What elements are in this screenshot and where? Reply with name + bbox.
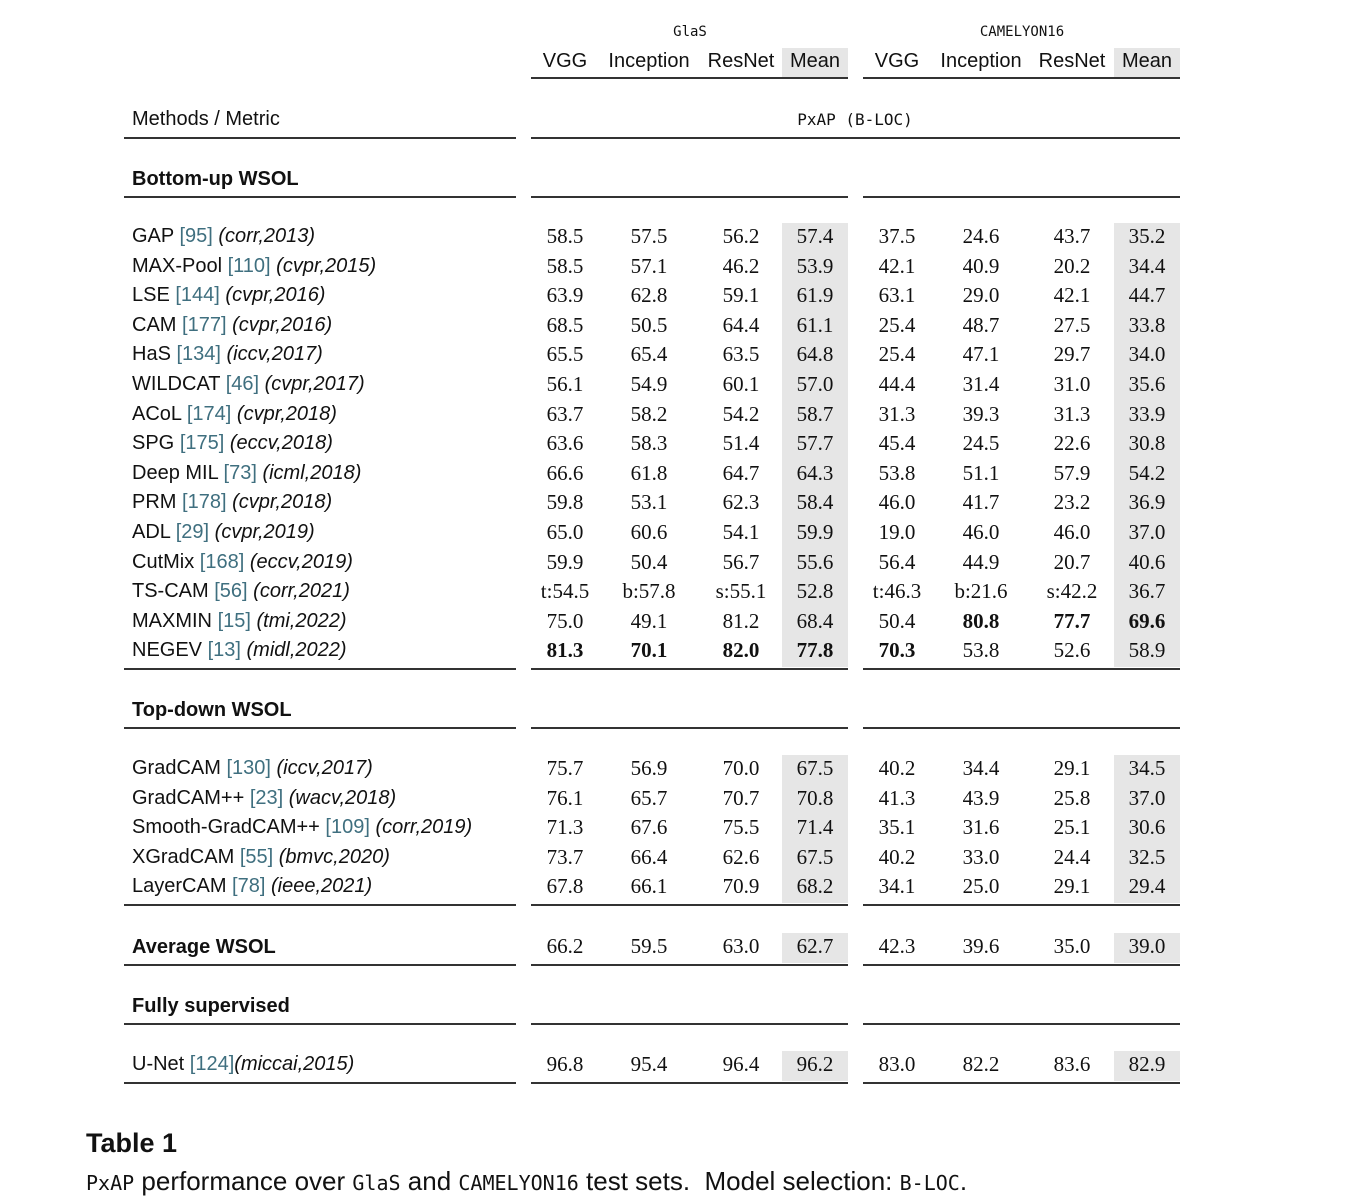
method-label [132, 462, 361, 485]
value-cell: 42.1 [1053, 283, 1091, 308]
value-cell: 32.5 [1128, 844, 1166, 869]
rule [531, 1082, 848, 1084]
venue: (cvpr,2016) [232, 313, 333, 336]
venue: (midl,2022) [246, 639, 347, 662]
value-cell: 63.1 [878, 283, 916, 308]
venue: (corr,2019) [375, 816, 473, 839]
methods-metric-label: Methods / Metric [132, 108, 280, 130]
citation[interactable]: [178] [182, 491, 227, 514]
value-cell: 70.3 [878, 638, 916, 663]
col-resnet: ResNet [707, 50, 775, 72]
method-name: ACoL [132, 402, 182, 425]
method-label [132, 787, 396, 810]
value-cell: 46.2 [722, 253, 760, 278]
citation[interactable]: [144] [175, 284, 220, 307]
value-cell: 51.4 [722, 431, 760, 456]
rule [124, 964, 516, 966]
method-name: MAXMIN [132, 609, 212, 632]
value-cell: 66.1 [630, 874, 668, 899]
value-cell: 45.4 [878, 431, 916, 456]
venue: (icml,2018) [262, 461, 362, 484]
value-cell: 34.0 [1128, 342, 1166, 367]
value-cell: 65.4 [630, 342, 668, 367]
value-cell: 25.4 [878, 342, 916, 367]
value-cell: 58.9 [1128, 638, 1166, 663]
citation[interactable]: [55] [239, 845, 274, 868]
citation[interactable]: [78] [232, 875, 266, 898]
col-resnet: ResNet [1038, 50, 1106, 72]
value-cell: 57.5 [630, 224, 668, 248]
venue: (cvpr,2017) [264, 373, 365, 395]
value-cell: 71.3 [546, 815, 584, 840]
citation[interactable]: [109] [325, 816, 370, 839]
venue: (eccv,2019) [249, 550, 353, 573]
value-cell: s:42.2 [1046, 579, 1098, 604]
value-cell: 76.1 [546, 785, 584, 810]
value-cell: 52.8 [796, 579, 834, 604]
venue: (cvpr,2018) [232, 491, 333, 514]
method-name: MAX-Pool [132, 254, 223, 277]
average-cell: 35.0 [1053, 934, 1091, 958]
value-cell: 41.7 [962, 490, 1000, 515]
value-cell: 55.6 [796, 549, 834, 574]
method-name: Deep MIL [132, 461, 218, 484]
average-cell: 66.2 [546, 934, 584, 958]
rule [531, 727, 848, 729]
rule [531, 904, 848, 906]
method-name: CAM [132, 313, 177, 336]
col-mean: Mean [789, 50, 841, 72]
value-cell: 83.0 [878, 1052, 916, 1076]
value-cell: 57.1 [630, 253, 668, 278]
value-cell: 46.0 [1053, 520, 1091, 544]
rule [863, 196, 1180, 198]
value-cell: 67.5 [796, 756, 834, 780]
value-cell: 33.9 [1128, 401, 1166, 426]
value-cell: t:54.5 [540, 579, 590, 604]
method-name: GradCAM [132, 757, 221, 779]
value-cell: 34.4 [1128, 253, 1166, 278]
rule [124, 904, 516, 906]
value-cell: 29.1 [1053, 874, 1091, 899]
value-cell: 66.4 [630, 844, 668, 869]
method-label [132, 846, 390, 869]
method-label [132, 1053, 354, 1076]
value-cell: 23.2 [1053, 490, 1091, 515]
method-label [132, 432, 333, 455]
value-cell: 48.7 [962, 312, 1000, 337]
value-cell: 63.5 [722, 342, 760, 367]
method-label [132, 875, 372, 898]
rule [124, 727, 516, 729]
value-cell: 69.6 [1128, 608, 1166, 633]
method-label [132, 225, 315, 248]
venue: (corr,2013) [218, 225, 316, 247]
value-cell: 63.6 [546, 431, 584, 456]
value-cell: 40.2 [878, 844, 916, 869]
value-cell: 43.9 [962, 785, 1000, 810]
value-cell: 60.6 [630, 520, 668, 544]
rule [863, 1082, 1180, 1084]
value-cell: 31.0 [1053, 372, 1091, 396]
value-cell: b:57.8 [622, 579, 676, 604]
value-cell: 36.7 [1128, 579, 1166, 604]
col-inception: Inception [608, 50, 690, 72]
value-cell: 29.1 [1053, 756, 1091, 780]
method-name: SPG [132, 432, 175, 455]
value-cell: 24.6 [962, 224, 1000, 248]
citation[interactable]: [13] [207, 639, 241, 662]
venue: (cvpr,2016) [225, 284, 326, 307]
citation[interactable]: [175] [179, 432, 225, 455]
value-cell: 59.8 [546, 490, 584, 515]
value-cell: 77.8 [796, 638, 834, 663]
citation[interactable]: [46] [225, 373, 260, 395]
value-cell: 25.0 [962, 874, 1000, 899]
citation[interactable]: [174] [186, 402, 232, 425]
value-cell: 64.7 [722, 460, 760, 485]
venue: (wacv,2018) [288, 786, 397, 809]
value-cell: 25.4 [878, 312, 916, 337]
method-label [132, 521, 315, 544]
value-cell: 64.3 [796, 460, 834, 485]
value-cell: 77.7 [1053, 608, 1091, 633]
value-cell: 31.4 [962, 372, 1000, 396]
value-cell: 58.5 [546, 224, 584, 248]
value-cell: 60.1 [722, 372, 760, 396]
venue: (bmvc,2020) [278, 845, 390, 868]
value-cell: 43.7 [1053, 224, 1091, 248]
value-cell: 51.1 [962, 460, 1000, 485]
value-cell: 49.1 [630, 608, 668, 633]
method-label [132, 580, 350, 603]
value-cell: 61.9 [796, 283, 834, 308]
value-cell: 37.0 [1128, 520, 1166, 544]
value-cell: 59.9 [546, 549, 584, 574]
value-cell: 35.6 [1128, 372, 1166, 396]
value-cell: 36.9 [1128, 490, 1166, 515]
value-cell: 58.2 [630, 401, 668, 426]
rule [531, 668, 848, 670]
method-name: CutMix [132, 550, 195, 573]
method-label [132, 343, 323, 366]
value-cell: 53.8 [878, 460, 916, 485]
value-cell: 63.9 [546, 283, 584, 308]
rule [531, 1023, 848, 1025]
value-cell: 56.1 [546, 372, 584, 396]
value-cell: 24.4 [1053, 844, 1091, 869]
venue: (ieee,2021) [270, 875, 373, 898]
value-cell: 52.6 [1053, 638, 1091, 663]
rule [124, 1023, 516, 1025]
value-cell: 68.2 [796, 874, 834, 899]
value-cell: 95.4 [630, 1052, 668, 1076]
dataset-header-glas: GlaS [673, 24, 707, 40]
value-cell: 64.4 [722, 312, 760, 337]
venue: (eccv,2018) [229, 432, 333, 455]
method-name: Smooth-GradCAM++ [132, 816, 320, 839]
value-cell: 54.1 [722, 520, 760, 544]
value-cell: 57.9 [1053, 460, 1091, 485]
citation[interactable]: [134] [176, 343, 221, 366]
rule [531, 196, 848, 198]
method-name: LSE [132, 284, 170, 307]
citation[interactable]: [56] [214, 580, 248, 603]
value-cell: 96.2 [796, 1052, 834, 1076]
average-cell: 39.6 [962, 934, 1000, 958]
value-cell: 65.0 [546, 520, 584, 544]
method-name: NEGEV [132, 639, 203, 662]
value-cell: 62.6 [722, 844, 760, 869]
value-cell: b:21.6 [954, 579, 1008, 604]
value-cell: 19.0 [878, 520, 916, 544]
average-cell: 62.7 [796, 934, 834, 958]
value-cell: 50.4 [878, 608, 916, 633]
value-cell: 57.7 [796, 431, 834, 456]
citation[interactable]: [95] [179, 225, 213, 247]
value-cell: 33.0 [962, 844, 1000, 869]
value-cell: 44.9 [962, 549, 1000, 574]
metric-label: PxAP (B-LOC) [797, 110, 913, 129]
value-cell: 82.2 [962, 1052, 1000, 1076]
rule [531, 964, 848, 966]
value-cell: 34.4 [962, 756, 1000, 780]
venue: (corr,2021) [253, 580, 350, 603]
method-name: ADL [132, 521, 171, 543]
col-mean: Mean [1121, 50, 1173, 72]
value-cell: 57.0 [796, 372, 834, 396]
venue: (tmi,2022) [256, 609, 347, 632]
value-cell: 31.6 [962, 815, 1000, 840]
value-cell: 81.2 [722, 608, 760, 633]
value-cell: 25.8 [1053, 785, 1091, 810]
value-cell: 20.2 [1053, 253, 1091, 278]
rule [863, 727, 1180, 729]
method-name: GradCAM++ [132, 786, 245, 809]
value-cell: 83.6 [1053, 1052, 1091, 1076]
value-cell: 63.7 [546, 401, 584, 426]
value-cell: 24.5 [962, 431, 1000, 456]
method-name: U-Net [132, 1053, 185, 1075]
value-cell: 58.4 [796, 490, 834, 515]
value-cell: 25.1 [1053, 815, 1091, 840]
value-cell: 37.5 [878, 224, 916, 248]
value-cell: 47.1 [962, 342, 1000, 367]
rule [124, 1082, 516, 1084]
value-cell: 40.6 [1128, 549, 1166, 574]
value-cell: 22.6 [1053, 431, 1091, 456]
method-label [132, 314, 332, 337]
value-cell: 82.9 [1128, 1052, 1166, 1076]
method-label [132, 610, 347, 633]
value-cell: 54.2 [722, 401, 760, 426]
citation[interactable]: [168] [199, 550, 245, 573]
value-cell: 81.3 [546, 638, 584, 663]
value-cell: 75.0 [546, 608, 584, 633]
value-cell: 70.1 [630, 638, 668, 663]
value-cell: 29.7 [1053, 342, 1091, 367]
citation[interactable]: [124] [189, 1053, 235, 1075]
section-title: Bottom-up WSOL [132, 168, 299, 190]
rule [124, 196, 516, 198]
method-name: PRM [132, 491, 177, 514]
value-cell: 64.8 [796, 342, 834, 367]
col-inception: Inception [940, 50, 1022, 72]
value-cell: 35.1 [878, 815, 916, 840]
average-cell: 42.3 [878, 934, 916, 958]
value-cell: 75.7 [546, 756, 584, 780]
value-cell: 56.9 [630, 756, 668, 780]
average-cell: 39.0 [1128, 934, 1166, 958]
value-cell: 33.8 [1128, 312, 1166, 337]
value-cell: 34.5 [1128, 756, 1166, 780]
value-cell: 70.7 [722, 785, 760, 810]
value-cell: 66.6 [546, 460, 584, 485]
rule [863, 964, 1180, 966]
method-label [132, 403, 337, 426]
rule [863, 904, 1180, 906]
col-vgg: VGG [874, 50, 920, 72]
value-cell: 75.5 [722, 815, 760, 840]
value-cell: 56.2 [722, 224, 760, 248]
citation[interactable]: [29] [175, 521, 210, 543]
venue: (cvpr,2015) [276, 254, 377, 277]
value-cell: 68.5 [546, 312, 584, 337]
value-cell: 56.4 [878, 549, 916, 574]
method-name: HaS [132, 343, 171, 366]
value-cell: 61.1 [796, 312, 834, 337]
venue: (iccv,2017) [276, 757, 373, 779]
value-cell: 70.8 [796, 785, 834, 810]
section-title: Average WSOL [132, 936, 276, 958]
value-cell: 34.1 [878, 874, 916, 899]
value-cell: 56.7 [722, 549, 760, 574]
value-cell: 50.5 [630, 312, 668, 337]
value-cell: 57.4 [796, 224, 834, 248]
value-cell: 59.9 [796, 520, 834, 544]
value-cell: 53.9 [796, 253, 834, 278]
method-label [132, 255, 376, 278]
value-cell: 67.6 [630, 815, 668, 840]
method-name: LayerCAM [132, 875, 227, 898]
value-cell: 46.0 [962, 520, 1000, 544]
value-cell: 61.8 [630, 460, 668, 485]
value-cell: 80.8 [962, 608, 1000, 633]
value-cell: 42.1 [878, 253, 916, 278]
value-cell: 82.0 [722, 638, 760, 663]
section-title: Fully supervised [132, 995, 290, 1017]
average-cell: 59.5 [630, 934, 668, 958]
value-cell: 68.4 [796, 608, 834, 633]
value-cell: 29.4 [1128, 874, 1166, 899]
citation[interactable]: [73] [223, 461, 257, 484]
value-cell: s:55.1 [715, 579, 767, 604]
method-name: XGradCAM [132, 845, 235, 868]
value-cell: 96.8 [546, 1052, 584, 1076]
col-vgg: VGG [542, 50, 588, 72]
method-label [132, 491, 332, 514]
rule [124, 668, 516, 670]
rule [863, 1023, 1180, 1025]
venue: (iccv,2017) [226, 343, 323, 366]
venue: (cvpr,2018) [236, 402, 337, 425]
citation[interactable]: [130] [226, 757, 271, 779]
value-cell: 53.8 [962, 638, 1000, 663]
value-cell: 30.8 [1128, 431, 1166, 456]
value-cell: 31.3 [878, 401, 916, 426]
value-cell: 50.4 [630, 549, 668, 574]
value-cell: 58.3 [630, 431, 668, 456]
value-cell: 40.2 [878, 756, 916, 780]
value-cell: 58.5 [546, 253, 584, 278]
value-cell: 41.3 [878, 785, 916, 810]
average-cell: 63.0 [722, 934, 760, 958]
value-cell: 70.9 [722, 874, 760, 899]
value-cell: 62.3 [722, 490, 760, 515]
method-label [132, 757, 373, 780]
method-label [132, 551, 353, 574]
value-cell: 71.4 [796, 815, 834, 840]
method-label [132, 816, 472, 839]
method-name: GAP [132, 225, 174, 247]
value-cell: 30.6 [1128, 815, 1166, 840]
value-cell: 62.8 [630, 283, 668, 308]
value-cell: 58.7 [796, 401, 834, 426]
value-cell: 37.0 [1128, 785, 1166, 810]
table-caption: PxAP performance over GlaS and CAMELYON16 test sets. Model selection: B-LOC. [86, 1166, 968, 1196]
value-cell: 67.8 [546, 874, 584, 899]
value-cell: 20.7 [1053, 549, 1091, 574]
value-cell: 59.1 [722, 283, 760, 308]
value-cell: 65.7 [630, 785, 668, 810]
method-name: TS-CAM [132, 580, 209, 603]
value-cell: 44.4 [878, 372, 916, 396]
value-cell: 29.0 [962, 283, 1000, 308]
value-cell: 53.1 [630, 490, 668, 515]
section-title: Top-down WSOL [132, 699, 292, 721]
value-cell: 73.7 [546, 844, 584, 869]
value-cell: 27.5 [1053, 312, 1091, 337]
value-cell: 65.5 [546, 342, 584, 367]
value-cell: 31.3 [1053, 401, 1091, 426]
citation[interactable]: [23] [249, 786, 284, 809]
rule [863, 668, 1180, 670]
citation[interactable]: [15] [217, 609, 251, 632]
value-cell: 40.9 [962, 253, 1000, 278]
value-cell: 70.0 [722, 756, 760, 780]
dataset-header-camelyon: CAMELYON16 [979, 24, 1065, 40]
method-name: WILDCAT [132, 373, 221, 395]
method-label [132, 284, 325, 307]
citation[interactable]: [177] [182, 313, 227, 336]
method-label [132, 373, 365, 396]
value-cell: 67.5 [796, 844, 834, 869]
venue: (cvpr,2019) [214, 521, 315, 543]
value-cell: 96.4 [722, 1052, 760, 1076]
value-cell: 54.9 [630, 372, 668, 396]
value-cell: 46.0 [878, 490, 916, 515]
table-label: Table 1 [86, 1128, 178, 1158]
venue: (miccai,2015) [234, 1053, 355, 1075]
citation[interactable]: [110] [227, 254, 271, 277]
value-cell: 44.7 [1128, 283, 1166, 308]
value-cell: t:46.3 [872, 579, 922, 604]
value-cell: 39.3 [962, 401, 1000, 426]
value-cell: 54.2 [1128, 460, 1166, 485]
value-cell: 35.2 [1128, 224, 1166, 248]
method-label [132, 639, 347, 662]
